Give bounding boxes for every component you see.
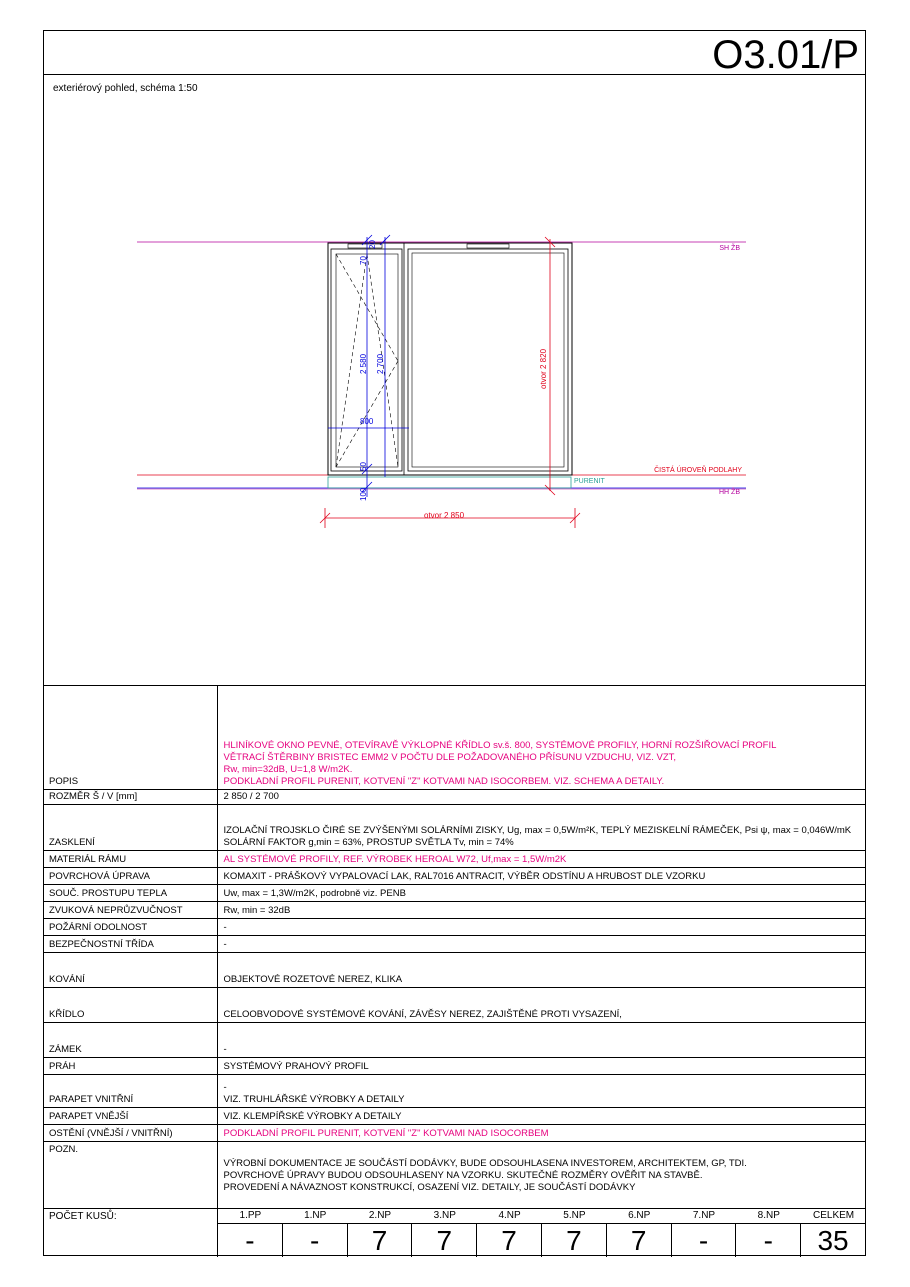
spec-row-value bbox=[217, 902, 865, 919]
count-value-cell: 7 bbox=[541, 1224, 606, 1257]
spec-row-label: ROZMĚR Š / V [mm] bbox=[44, 790, 217, 805]
specification-table bbox=[44, 685, 865, 1195]
dim-800: 800 bbox=[360, 417, 374, 426]
spec-row bbox=[44, 1142, 865, 1195]
spec-row bbox=[44, 902, 865, 919]
vent-slot-right bbox=[467, 244, 509, 248]
spec-row-value bbox=[217, 885, 865, 902]
spec-value-line: - bbox=[223, 1044, 227, 1055]
spec-row bbox=[44, 1058, 865, 1075]
spec-row bbox=[44, 686, 865, 790]
spec-value-line: AL SYSTÉMOVÉ PROFILY, REF. VÝROBEK HEROAL W72, Uf,max = 1,5W/m2K bbox=[223, 854, 567, 865]
spec-row-value bbox=[217, 1125, 865, 1142]
spec-row-value bbox=[217, 953, 865, 988]
spec-row-value bbox=[217, 1142, 865, 1195]
spec-value-line: HLINÍKOVÉ OKNO PEVNÉ, OTEVÍRAVĚ VÝKLOPNÉ KŘÍDLO sv.š. 800, SYSTÉMOVÉ PROFILY, HORNÍ ROZŠIŘOVACÍ PROFIL bbox=[223, 740, 777, 751]
count-value-cell: - bbox=[735, 1224, 800, 1257]
count-header-cell: 1.NP bbox=[304, 1210, 327, 1221]
spec-value-line: Rw, min = 32dB bbox=[223, 905, 291, 916]
purenit-label: PURENIT bbox=[574, 478, 605, 485]
spec-row-label: ZVUKOVÁ NEPRŮZVUČNOST bbox=[44, 902, 217, 919]
spec-value-line: VÝROBNÍ DOKUMENTACE JE SOUČÁSTÍ DODÁVKY, BUDE ODSOUHLASENA INVESTOREM, ARCHITEKTEM, GP, TDI. bbox=[223, 1157, 747, 1169]
count-value-cell: 7 bbox=[476, 1224, 541, 1257]
count-values-row bbox=[217, 1223, 865, 1257]
count-header-cell: 1.PP bbox=[239, 1210, 262, 1221]
opening-height-label: otvor 2 820 bbox=[539, 348, 548, 389]
spec-value-line: 2 850 / 2 700 bbox=[223, 791, 279, 802]
spec-row-value bbox=[217, 919, 865, 936]
spec-row bbox=[44, 953, 865, 988]
label-column-divider bbox=[217, 685, 218, 1255]
spec-row-label: PRÁH bbox=[44, 1058, 217, 1075]
drawing-sheet bbox=[43, 30, 866, 1256]
spec-value-line: - bbox=[223, 922, 227, 933]
sh-zb-label: SH ŽB bbox=[719, 245, 740, 252]
sheet-code: O3.01/P bbox=[712, 33, 859, 77]
count-header-cell: CELKEM bbox=[813, 1210, 855, 1221]
opening-width-label: otvor 2 850 bbox=[424, 511, 465, 520]
spec-row-label: POZN. bbox=[44, 1142, 217, 1195]
spec-row-label: MATERIÁL RÁMU bbox=[44, 851, 217, 868]
hh-zb-label: HH ŽB bbox=[719, 489, 740, 496]
spec-row bbox=[44, 1125, 865, 1142]
spec-value-line: SOLÁRNÍ FAKTOR g,min = 63%, PROSTUP SVĚTLA Tv, min = 74% bbox=[223, 837, 514, 848]
spec-value-line: KOMAXIT - PRÁŠKOVÝ VYPALOVACÍ LAK, RAL7016 ANTRACIT, VÝBĚR ODSTÍNU A HRUBOST DLE VZORKU bbox=[223, 871, 706, 882]
spec-row bbox=[44, 1075, 865, 1108]
count-value-cell: - bbox=[217, 1224, 282, 1257]
count-value-cell: 35 bbox=[800, 1224, 865, 1257]
spec-value-line: Rw, min=32dB, U=1,8 W/m2K. bbox=[223, 764, 353, 775]
spec-value-line: VIZ. KLEMPÍŘSKÉ VÝROBKY A DETAILY bbox=[223, 1111, 402, 1122]
count-header-cell: 2.NP bbox=[368, 1210, 392, 1221]
spec-row-value bbox=[217, 1108, 865, 1125]
spec-row-value bbox=[217, 1023, 865, 1058]
spec-row bbox=[44, 1023, 865, 1058]
spec-row-label: POPIS bbox=[44, 686, 217, 790]
spec-value-line: OBJEKTOVÉ ROZETOVÉ NEREZ, KLIKA bbox=[223, 974, 403, 985]
floor-level-label: ČISTÁ ÚROVEŇ PODLAHY bbox=[654, 467, 742, 474]
count-value-cell: 7 bbox=[606, 1224, 671, 1257]
spec-row-label: PARAPET VNITŘNÍ bbox=[44, 1075, 217, 1108]
count-value-cell: - bbox=[671, 1224, 736, 1257]
spec-row-label: KŘÍDLO bbox=[44, 988, 217, 1023]
count-header-cell: 6.NP bbox=[628, 1210, 651, 1221]
spec-row-value bbox=[217, 988, 865, 1023]
count-header-cell: 3.NP bbox=[433, 1210, 456, 1221]
spec-row-label: POŽÁRNÍ ODOLNOST bbox=[44, 919, 217, 936]
view-caption: exteriérový pohled, schéma 1:50 bbox=[53, 83, 198, 94]
purenit-profile bbox=[328, 477, 571, 488]
spec-row-value bbox=[217, 936, 865, 953]
spec-row bbox=[44, 790, 865, 805]
spec-row bbox=[44, 868, 865, 885]
spec-value-line: POVRCHOVÉ ÚPRAVY BUDOU ODSOUHLASENY NA VZORKU. SKUTEČNÉ ROZMĚRY OVĚŘIT NA STAVBĚ. bbox=[223, 1169, 703, 1181]
spec-value-line: Uw, max = 1,3W/m2K, podrobně viz. PENB bbox=[223, 888, 406, 899]
spec-row-label: OSTĚNÍ (VNĚJŠÍ / VNITŘNÍ) bbox=[44, 1125, 217, 1142]
spec-row-label: PARAPET VNĚJŠÍ bbox=[44, 1108, 217, 1125]
spec-value-line: - bbox=[223, 1082, 227, 1093]
count-headers-row bbox=[217, 1209, 866, 1223]
dim-2700: 2 700 bbox=[376, 353, 385, 374]
piece-count-block bbox=[44, 1208, 865, 1256]
spec-row-label: POVRCHOVÁ ÚPRAVA bbox=[44, 868, 217, 885]
spec-row-value bbox=[217, 686, 865, 790]
count-header-cell: 5.NP bbox=[563, 1210, 586, 1221]
spec-value-line: SYSTÉMOVÝ PRAHOVÝ PROFIL bbox=[223, 1061, 369, 1072]
dim-70: 70 bbox=[359, 256, 368, 265]
spec-row-value bbox=[217, 868, 865, 885]
dim-100: 100 bbox=[359, 487, 368, 501]
spec-row-label: SOUČ. PROSTUPU TEPLA bbox=[44, 885, 217, 902]
spec-row-label: ZÁMEK bbox=[44, 1023, 217, 1058]
spec-row bbox=[44, 988, 865, 1023]
count-header-cell: 8.NP bbox=[757, 1210, 780, 1221]
spec-row-value bbox=[217, 1075, 865, 1108]
window-elevation-drawing bbox=[44, 31, 865, 685]
spec-row bbox=[44, 1108, 865, 1125]
count-label: POČET KUSŮ: bbox=[49, 1211, 117, 1222]
spec-value-line: VĚTRACÍ ŠTĚRBINY BRISTEC EMM2 V POČTU DLE POŽADOVANÉHO PŘÍSUNU VZDUCHU, VIZ. VZT, bbox=[223, 752, 677, 763]
spec-value-line: - bbox=[223, 939, 227, 950]
dim-50: 50 bbox=[359, 462, 368, 471]
spec-value-line: IZOLAČNÍ TROJSKLO ČIRÉ SE ZVÝŠENÝMI SOLÁRNÍMI ZISKY, Ug, max = 0,5W/m²K, TEPLÝ MEZISKELNÍ RÁMEČEK, Psi ψ, max = 0,046W/mK bbox=[223, 825, 852, 836]
count-value-cell: - bbox=[282, 1224, 347, 1257]
spec-row bbox=[44, 919, 865, 936]
count-header-cell: 4.NP bbox=[498, 1210, 521, 1221]
count-value-cell: 7 bbox=[347, 1224, 412, 1257]
spec-value-line: PODKLADNÍ PROFIL PURENIT, KOTVENÍ "Z" KOTVAMI NAD ISOCORBEM. VIZ. SCHEMA A DETAILY. bbox=[223, 776, 665, 787]
spec-row bbox=[44, 805, 865, 851]
spec-row-value bbox=[217, 1058, 865, 1075]
spec-row-value bbox=[217, 851, 865, 868]
spec-value-line: PROVEDENÍ A NÁVAZNOST KONSTRUKCÍ, OSAZENÍ VIZ. DETAILY, JE SOUČÁSTÍ DODÁVKY bbox=[223, 1181, 636, 1193]
spec-row-value bbox=[217, 805, 865, 851]
dim-2580: 2 580 bbox=[359, 353, 368, 374]
count-value-cell: 7 bbox=[411, 1224, 476, 1257]
spec-value-line: PODKLADNÍ PROFIL PURENIT, KOTVENÍ "Z" KOTVAMI NAD ISOCORBEM bbox=[223, 1128, 549, 1139]
spec-row bbox=[44, 885, 865, 902]
spec-value-line: CELOOBVODOVÉ SYSTÉMOVÉ KOVÁNÍ, ZÁVĚSY NEREZ, ZAJIŠTĚNÉ PROTI VYSAZENÍ, bbox=[223, 1009, 622, 1020]
spec-row-value bbox=[217, 790, 865, 805]
spec-row-label: ZASKLENÍ bbox=[44, 805, 217, 851]
spec-row-label: KOVÁNÍ bbox=[44, 953, 217, 988]
dim-20: 20 bbox=[368, 240, 377, 249]
spec-row bbox=[44, 851, 865, 868]
spec-row bbox=[44, 936, 865, 953]
spec-value-line: VIZ. TRUHLÁŘSKÉ VÝROBKY A DETAILY bbox=[223, 1094, 405, 1105]
count-header-cell: 7.NP bbox=[692, 1210, 716, 1221]
spec-row-label: BEZPEČNOSTNÍ TŘÍDA bbox=[44, 936, 217, 953]
